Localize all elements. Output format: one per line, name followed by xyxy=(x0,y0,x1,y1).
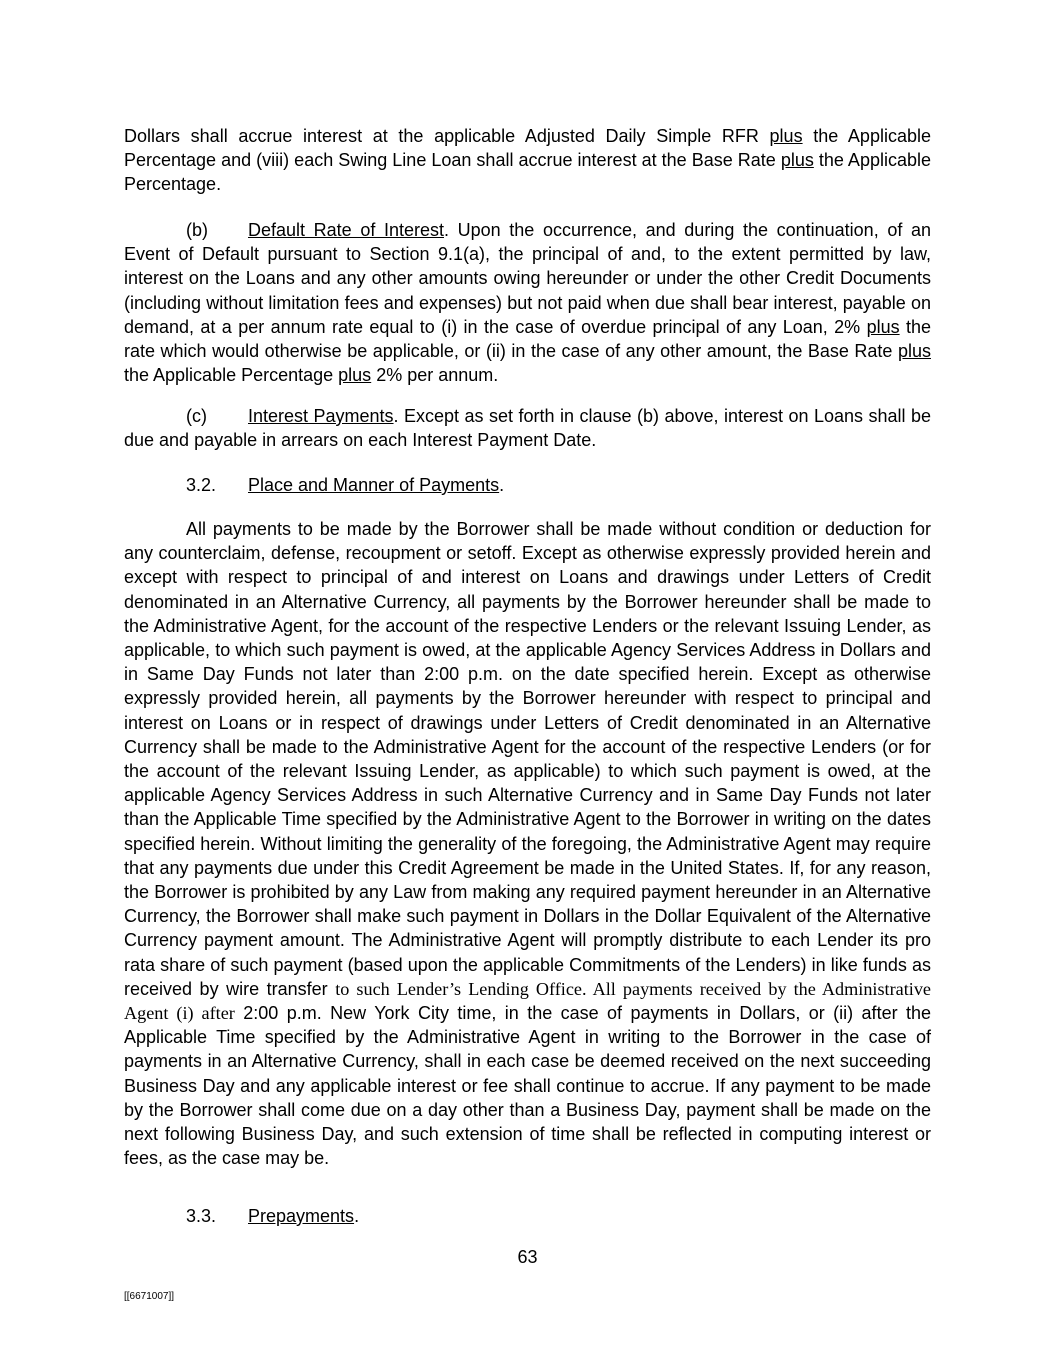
text-segment: the Applicable Percentage xyxy=(124,365,339,386)
text-segment: the Applicable Percentage and (viii) each Swing Line Loan shall accrue interest at the Base Rate xyxy=(124,126,931,171)
text-segment: the Applicable Percentage. xyxy=(124,150,931,195)
plus-underlined: plus xyxy=(780,150,814,171)
text-segment: 2% per annum. xyxy=(371,365,499,386)
plus-underlined: plus xyxy=(338,365,372,386)
clause-heading-default-rate: Default Rate of Interest xyxy=(248,220,444,240)
plus-underlined: plus xyxy=(866,316,900,337)
section-number: 3.2. xyxy=(186,475,217,495)
section-title-period: . xyxy=(499,475,505,495)
clause-heading-interest-payments: Interest Payments xyxy=(248,406,394,426)
text-segment: . Upon the occurrence, and during the continuation, of an Event of Default pursuant to Section 9.1(a), the principal of and, to the extent permitted by law, interest on the Loans and any other amounts owing hereunder or under the other Credit Documents (including without limitation fees and expenses) but not paid when due shall bear interest, payable on demand, at a per annum rate equal to (i) in the case of overdue principal of any Loan, 2% xyxy=(124,220,931,337)
paragraph-payments xyxy=(124,517,931,1170)
plus-underlined: plus xyxy=(769,126,803,146)
text-segment: the rate which would otherwise be applicable, or (ii) in the case of any other amount, the Base Rate xyxy=(124,316,931,362)
text-segment: 2:00 p.m. New York City time, in the case of payments in Dollars, or (ii) after the Applicable Time specified by the Administrative Agent in writing to the Borrower in the case of payments in an Alternative Currency, shall in each case be deemed received on the next succeeding Business Day and any applicable interest or fee shall continue to accrue. If any payment to be made by the Borrower shall come due on a day other than a Business Day, payment shall be made on the next following Business Day, and such extension of time shall be reflected in computing interest or fees, as the case may be. xyxy=(124,1003,931,1169)
section-title: Prepayments xyxy=(248,1206,355,1226)
clause-label-b: (b) xyxy=(186,220,208,240)
paragraph-interest-payments xyxy=(124,404,931,452)
page-number: 63 xyxy=(517,1247,538,1267)
text-segment: Dollars shall accrue interest at the applicable Adjusted Daily Simple RFR xyxy=(124,126,770,146)
section-heading-3-3 xyxy=(186,1204,359,1228)
text-segment: All payments to be made by the Borrower shall be made without condition or deduction for any counterclaim, defense, recoupment or setoff. Except as otherwise expressly provided herein and except with respect to principal of and interest on Loans and drawings under Letters of Credit denominated in an Alternative Currency, all payments by the Borrower hereunder shall be made to the Administrative Agent, for the account of the respective Lenders or the relevant Issuing Lender, as applicable, to which such payment is owed, at the applicable Agency Services Address in Dollars and in Same Day Funds not later than 2:00 p.m. on the date specified herein. Except as otherwise expressly provided herein, all payments by the Borrower hereunder with respect to principal and interest on Loans or in respect of drawings under Letters of Credit denominated in an Alternative Currency shall be made to the Administrative Agent for the account of the respective Lenders (or for the account of the relevant Issuing Lender, as applicable) to which such payment is owed, at the applicable Agency Services Address in such Alternative Currency and in Same Day Funds not later than the Applicable Time specified by the Administrative Agent to the Borrower in writing on the dates specified herein. Without limiting the generality of the foregoing, the Administrative Agent may require that any payments due under this Credit Agreement be made in the United States. If, for any reason, the Borrower is prohibited by any Law from making any required payment hereunder in an Alternative Currency, the Borrower shall make such payment in Dollars in the Dollar Equivalent of the Alternative Currency payment amount. The Administrative Agent will promptly distribute to each Lender its pro rata share of such payment (based upon the applicable Commitments of the Lenders) in like funds as received by wire transfer xyxy=(124,519,931,999)
text-segment: . Except as set forth in clause (b) above, interest on Loans shall be due and payable in arrears on each Interest Payment Date. xyxy=(124,406,931,451)
document-id: [[6671007]] xyxy=(124,1291,175,1302)
paragraph-default-rate xyxy=(124,218,931,387)
text-segment-serif: to such Lender’s Lending Office. All payments received by the Administrative Agent (i) after xyxy=(124,978,932,1024)
section-title: Place and Manner of Payments xyxy=(248,475,500,495)
section-number: 3.3. xyxy=(186,1206,217,1226)
section-title-period: . xyxy=(354,1206,360,1226)
section-heading-3-2 xyxy=(186,473,504,497)
clause-label-c: (c) xyxy=(186,406,207,426)
paragraph-continuation xyxy=(124,124,931,197)
plus-underlined: plus xyxy=(897,341,931,362)
